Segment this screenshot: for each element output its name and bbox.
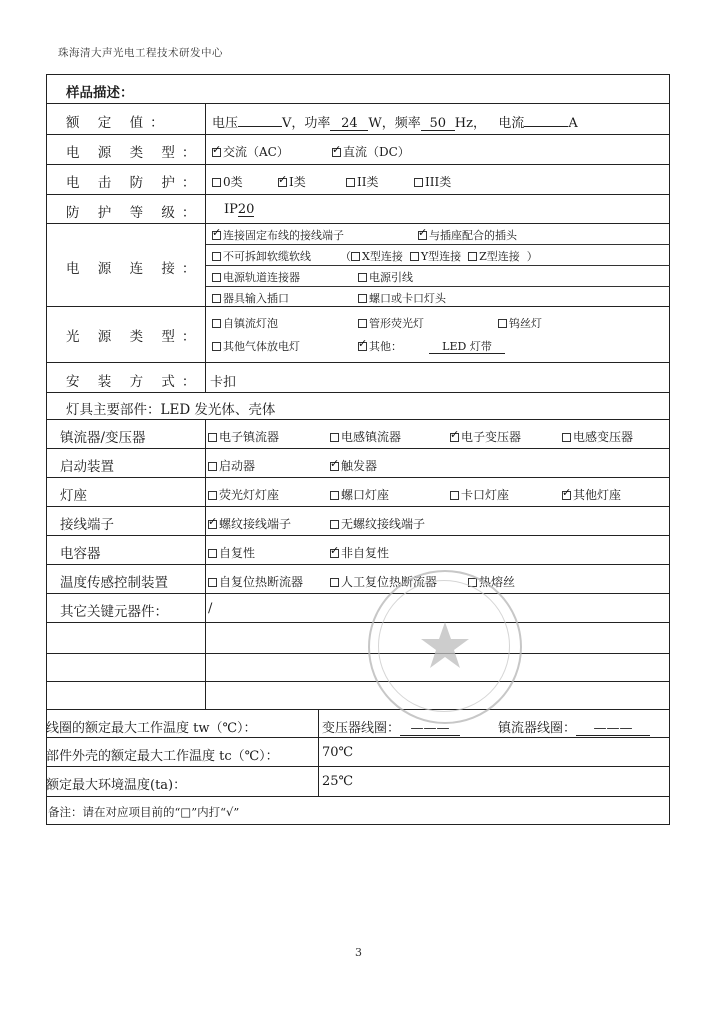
checkbox-icon[interactable] [346,178,355,187]
checkbox-icon[interactable] [208,578,217,587]
power-field[interactable]: 24 [330,117,368,131]
holder-fluorescent[interactable]: 荧光灯灯座 [208,486,279,503]
divider [46,223,670,224]
checkbox-icon[interactable] [212,273,221,282]
ip-rating-value[interactable]: 20 [237,202,255,217]
shock-protection-label: 电 击 防 护： [66,175,203,191]
starter-option[interactable]: 启动器 [208,457,255,474]
current-field[interactable] [524,126,568,127]
ls-other[interactable]: ✓ 其他： [358,338,402,354]
ballast-electronic[interactable]: 电子镇流器 [208,428,279,445]
conn-lead[interactable]: 电源引线 [358,269,413,285]
shock-class-0[interactable]: 0类 [212,173,243,190]
divider [46,164,670,165]
frequency-unit: Hz， [454,116,486,131]
checkbox-icon[interactable] [208,549,217,558]
power-type-dc[interactable]: ✓ 直流（DC） [332,143,410,160]
divider [46,194,670,195]
divider [46,506,670,507]
checkbox-icon[interactable] [358,294,367,303]
divider [46,134,670,135]
power-unit: W，频率 [368,116,421,131]
divider [46,419,670,420]
checkbox-icon[interactable] [450,491,459,500]
checkbox-icon[interactable] [562,433,571,442]
light-source-label: 光 源 类 型： [66,329,203,345]
divider [46,653,670,654]
checkbox-icon[interactable] [330,491,339,500]
divider [46,448,670,449]
frequency-field[interactable]: 50 [421,117,455,131]
checkbox-icon[interactable] [351,252,360,261]
checkbox-icon[interactable] [208,462,217,471]
temp-control-label: 温度传感控制装置 [60,575,168,591]
current-prefix: 电流 [498,116,525,131]
holder-screw[interactable]: 螺口灯座 [330,486,389,503]
ls-tungsten[interactable]: 钨丝灯 [498,315,542,331]
divider [46,103,670,104]
divider [46,593,670,594]
shock-class-3[interactable]: III类 [414,173,451,190]
installation-value: 卡扣 [210,375,237,390]
checkbox-checked-icon[interactable] [562,491,571,500]
checkbox-checked-icon[interactable] [212,148,221,157]
coil-temp-label: 线圈的额定最大工作温度 tw（℃）： [46,721,257,736]
checkbox-checked-icon[interactable] [358,342,367,351]
checkbox-icon[interactable] [330,520,339,529]
page-number: 3 [355,946,362,959]
checkbox-checked-icon[interactable] [330,549,339,558]
temp-auto-reset-cutout[interactable]: 自复位热断流器 [208,573,303,590]
checkbox-icon[interactable] [330,433,339,442]
checkbox-checked-icon[interactable] [212,231,221,240]
ambient-temp-label: 额定最大环境温度(ta)： [46,778,187,793]
rated-value-label: 额 定 值： [66,115,171,131]
holder-other[interactable]: ✓ 其他灯座 [562,486,621,503]
column-divider [205,419,206,709]
checkbox-icon[interactable] [212,342,221,351]
checkbox-icon[interactable] [212,178,221,187]
checkbox-checked-icon[interactable] [332,148,341,157]
terminal-screwless[interactable]: 无螺纹接线端子 [330,515,425,532]
ballast-inductive[interactable]: 电感镇流器 [330,428,401,445]
checkbox-icon[interactable] [468,252,477,261]
seal-star-icon [370,572,520,722]
divider [46,392,670,393]
test-report-form [46,74,670,825]
protection-level-label: 防 护 等 级： [66,205,203,221]
rated-value-line [212,112,578,131]
divider [46,737,670,738]
starter-label: 启动装置 [60,459,114,475]
note: 备注：请在对应项目前的“□”内打“√” [48,805,240,819]
divider [46,535,670,536]
ls-gas-discharge[interactable]: 其他气体放电灯 [212,338,300,354]
housing-temp-value: 70℃ [322,745,354,760]
checkbox-icon[interactable] [208,433,217,442]
igniter-option[interactable]: ✓ 触发器 [330,457,377,474]
ls-tubular[interactable]: 管形荧光灯 [358,315,424,331]
checkbox-icon[interactable] [358,273,367,282]
ls-self-ballasted[interactable]: 自镇流灯泡 [212,315,278,331]
checkbox-icon[interactable] [212,319,221,328]
shock-class-2[interactable]: II类 [346,173,378,190]
shock-class-1[interactable]: ✓ I类 [278,173,306,190]
voltage-prefix: 电压 [212,116,239,131]
terminal-label: 接线端子 [60,517,114,533]
temp-manual-reset-cutout[interactable]: 人工复位热断流器 [330,573,437,590]
checkbox-icon[interactable] [330,578,339,587]
checkbox-icon[interactable] [212,252,221,261]
divider [46,796,670,797]
transformer-inductive[interactable]: 电感变压器 [562,428,633,445]
housing-temp-label: 部件外壳的额定最大工作温度 tc（℃）： [46,749,279,764]
ballast-label: 镇流器/变压器 [60,430,146,446]
header-organization: 珠海清大声光电工程技术研发中心 [58,47,223,59]
sub-divider [206,265,670,266]
divider [46,564,670,565]
other-components-value: / [208,601,213,616]
current-unit: A [568,116,578,131]
temp-thermal-fuse[interactable]: 热熔丝 [468,573,515,590]
transformer-coil: 变压器线圈： ——— [322,717,460,736]
sub-divider [206,286,670,287]
ambient-temp-value: 25℃ [322,774,354,789]
checkbox-checked-icon[interactable] [330,462,339,471]
conn-appliance-inlet[interactable]: 器具输入插口 [212,290,289,306]
conn-track[interactable]: 电源轨道连接器 [212,269,300,285]
conn-fixed-wiring[interactable]: ✓连接固定布线的接线端子 [212,227,344,243]
ip-rating: IP20 [224,202,255,217]
divider [46,766,670,767]
checkbox-icon[interactable] [410,252,419,261]
ls-other-value[interactable]: LED 灯带 [429,340,505,354]
column-divider [318,709,319,796]
capacitor-label: 电容器 [60,546,101,562]
conn-plug[interactable]: ✓ 与插座配合的插头 [418,227,517,243]
divider [46,681,670,682]
official-seal [368,570,522,724]
divider [46,362,670,363]
voltage-field[interactable] [238,126,282,127]
power-type-ac[interactable]: ✓ 交流（AC） [212,143,289,160]
divider [46,709,670,710]
column-divider [205,103,206,393]
divider [46,306,670,307]
ballast-coil: 镇流器线圈： ——— [498,717,650,736]
checkbox-checked-icon[interactable] [278,178,287,187]
terminal-screw[interactable]: ✓ 螺纹接线端子 [208,515,291,532]
power-connection-label: 电 源 连 接： [66,261,203,277]
checkbox-checked-icon[interactable] [450,433,459,442]
sub-divider [206,244,670,245]
power-type-label: 电 源 类 型： [66,145,203,161]
sample-description-label: 样品描述： [66,85,134,101]
voltage-unit: V，功率 [282,116,331,131]
checkbox-icon[interactable] [208,491,217,500]
installation-label: 安 装 方 式： [66,374,203,390]
main-parts: 灯具主要部件：LED 发光体、壳体 [66,402,276,418]
conn-type-group: （ X型连接 Y型连接 Z型连接 ） [340,250,538,263]
transformer-electronic[interactable]: ✓ 电子变压器 [450,428,521,445]
checkbox-checked-icon[interactable] [418,231,427,240]
conn-nondetachable-cord[interactable]: 不可拆卸软缆软线 [212,248,311,264]
checkbox-icon[interactable] [414,178,423,187]
conn-lampholder[interactable]: 螺口或卡口灯头 [358,290,446,306]
capacitor-non-self-healing[interactable]: ✓ 非自复性 [330,544,389,561]
checkbox-icon[interactable] [212,294,221,303]
checkbox-checked-icon[interactable] [208,520,217,529]
divider [46,622,670,623]
divider [46,477,670,478]
capacitor-self-healing[interactable]: 自复性 [208,544,255,561]
lampholder-label: 灯座 [60,488,87,504]
other-components-label: 其它关键元器件： [60,604,168,620]
holder-bayonet[interactable]: 卡口灯座 [450,486,509,503]
checkbox-icon[interactable] [498,319,507,328]
checkbox-icon[interactable] [358,319,367,328]
